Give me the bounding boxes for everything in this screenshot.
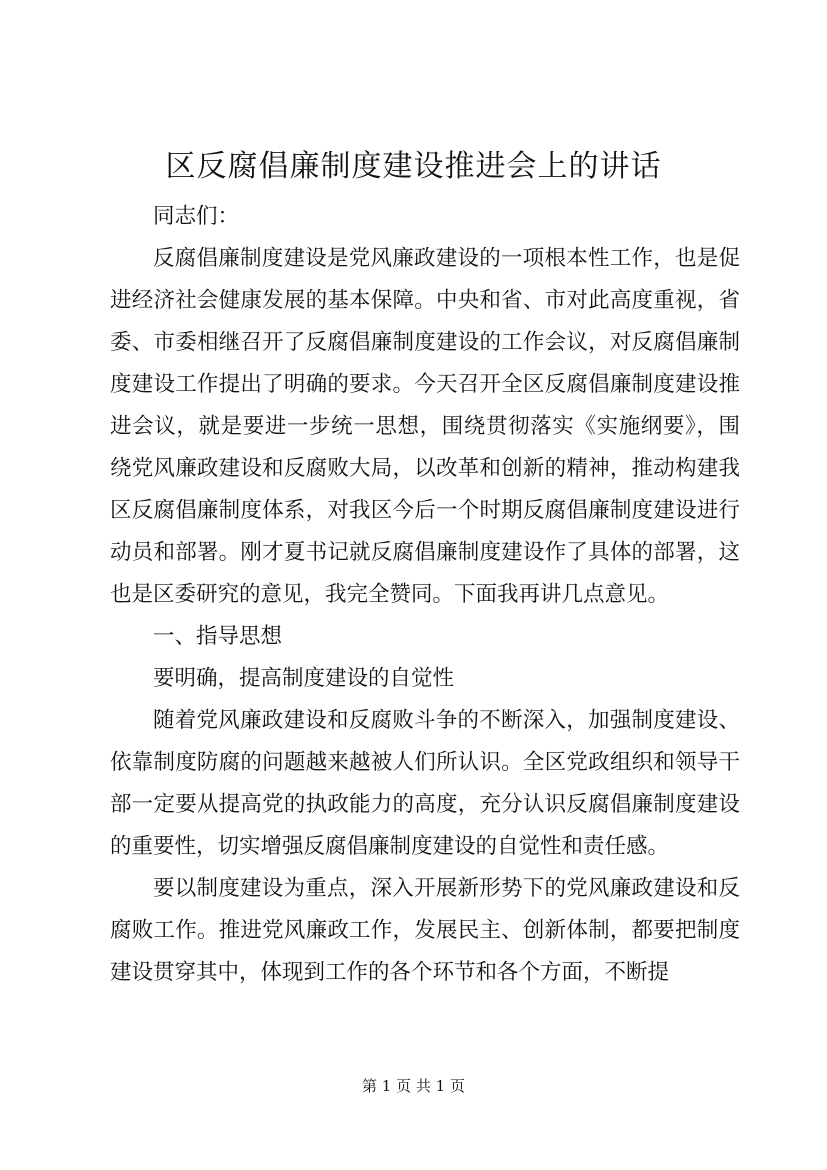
section-heading: 一、指导思想: [153, 624, 283, 649]
document-body: [110, 196, 740, 994]
paragraph-intro: 反腐倡廉制度建设是党风廉政建设的一项根本性工作，也是促进经济社会健康发展的基本保障。中央和省、市对此高度重视，省委、市委相继召开了反腐倡廉制度建设的工作会议，对反腐倡廉制度建设工作提出了明确的要求。今天召开全区反腐倡廉制度建设推进会议，就是要进一步统一思想，围绕贯彻落实《实施纲要》，围绕党风廉政建设和反腐败大局，以改革和创新的精神，推动构建我区反腐倡廉制度体系，对我区今后一个时期反腐倡廉制度建设进行动员和部署。刚才夏书记就反腐倡廉制度建设作了具体的部署，这也是区委研究的意见，我完全赞同。下面我再讲几点意见。: [110, 246, 740, 607]
paragraph-awareness: 随着党风廉政建设和反腐败斗争的不断深入，加强制度建设、依靠制度防腐的问题越来越被人们所认识。全区党政组织和领导干部一定要从提高党的执政能力的高度，充分认识反腐倡廉制度建设的重要性，切实增强反腐倡廉制度建设的自觉性和责任感。: [110, 708, 740, 859]
salutation: 同志们：: [153, 204, 240, 229]
document-title: 区反腐倡廉制度建设推进会上的讲话: [165, 149, 662, 184]
subheading: 要明确，提高制度建设的自觉性: [153, 666, 455, 691]
paragraph-focus: 要以制度建设为重点，深入开展新形势下的党风廉政建设和反腐败工作。推进党风廉政工作，发展民主、创新体制，都要把制度建设贯穿其中，体现到工作的各个环节和各个方面，不断提: [110, 876, 740, 985]
page-footer: 第 1 页 共 1 页: [362, 1077, 465, 1095]
